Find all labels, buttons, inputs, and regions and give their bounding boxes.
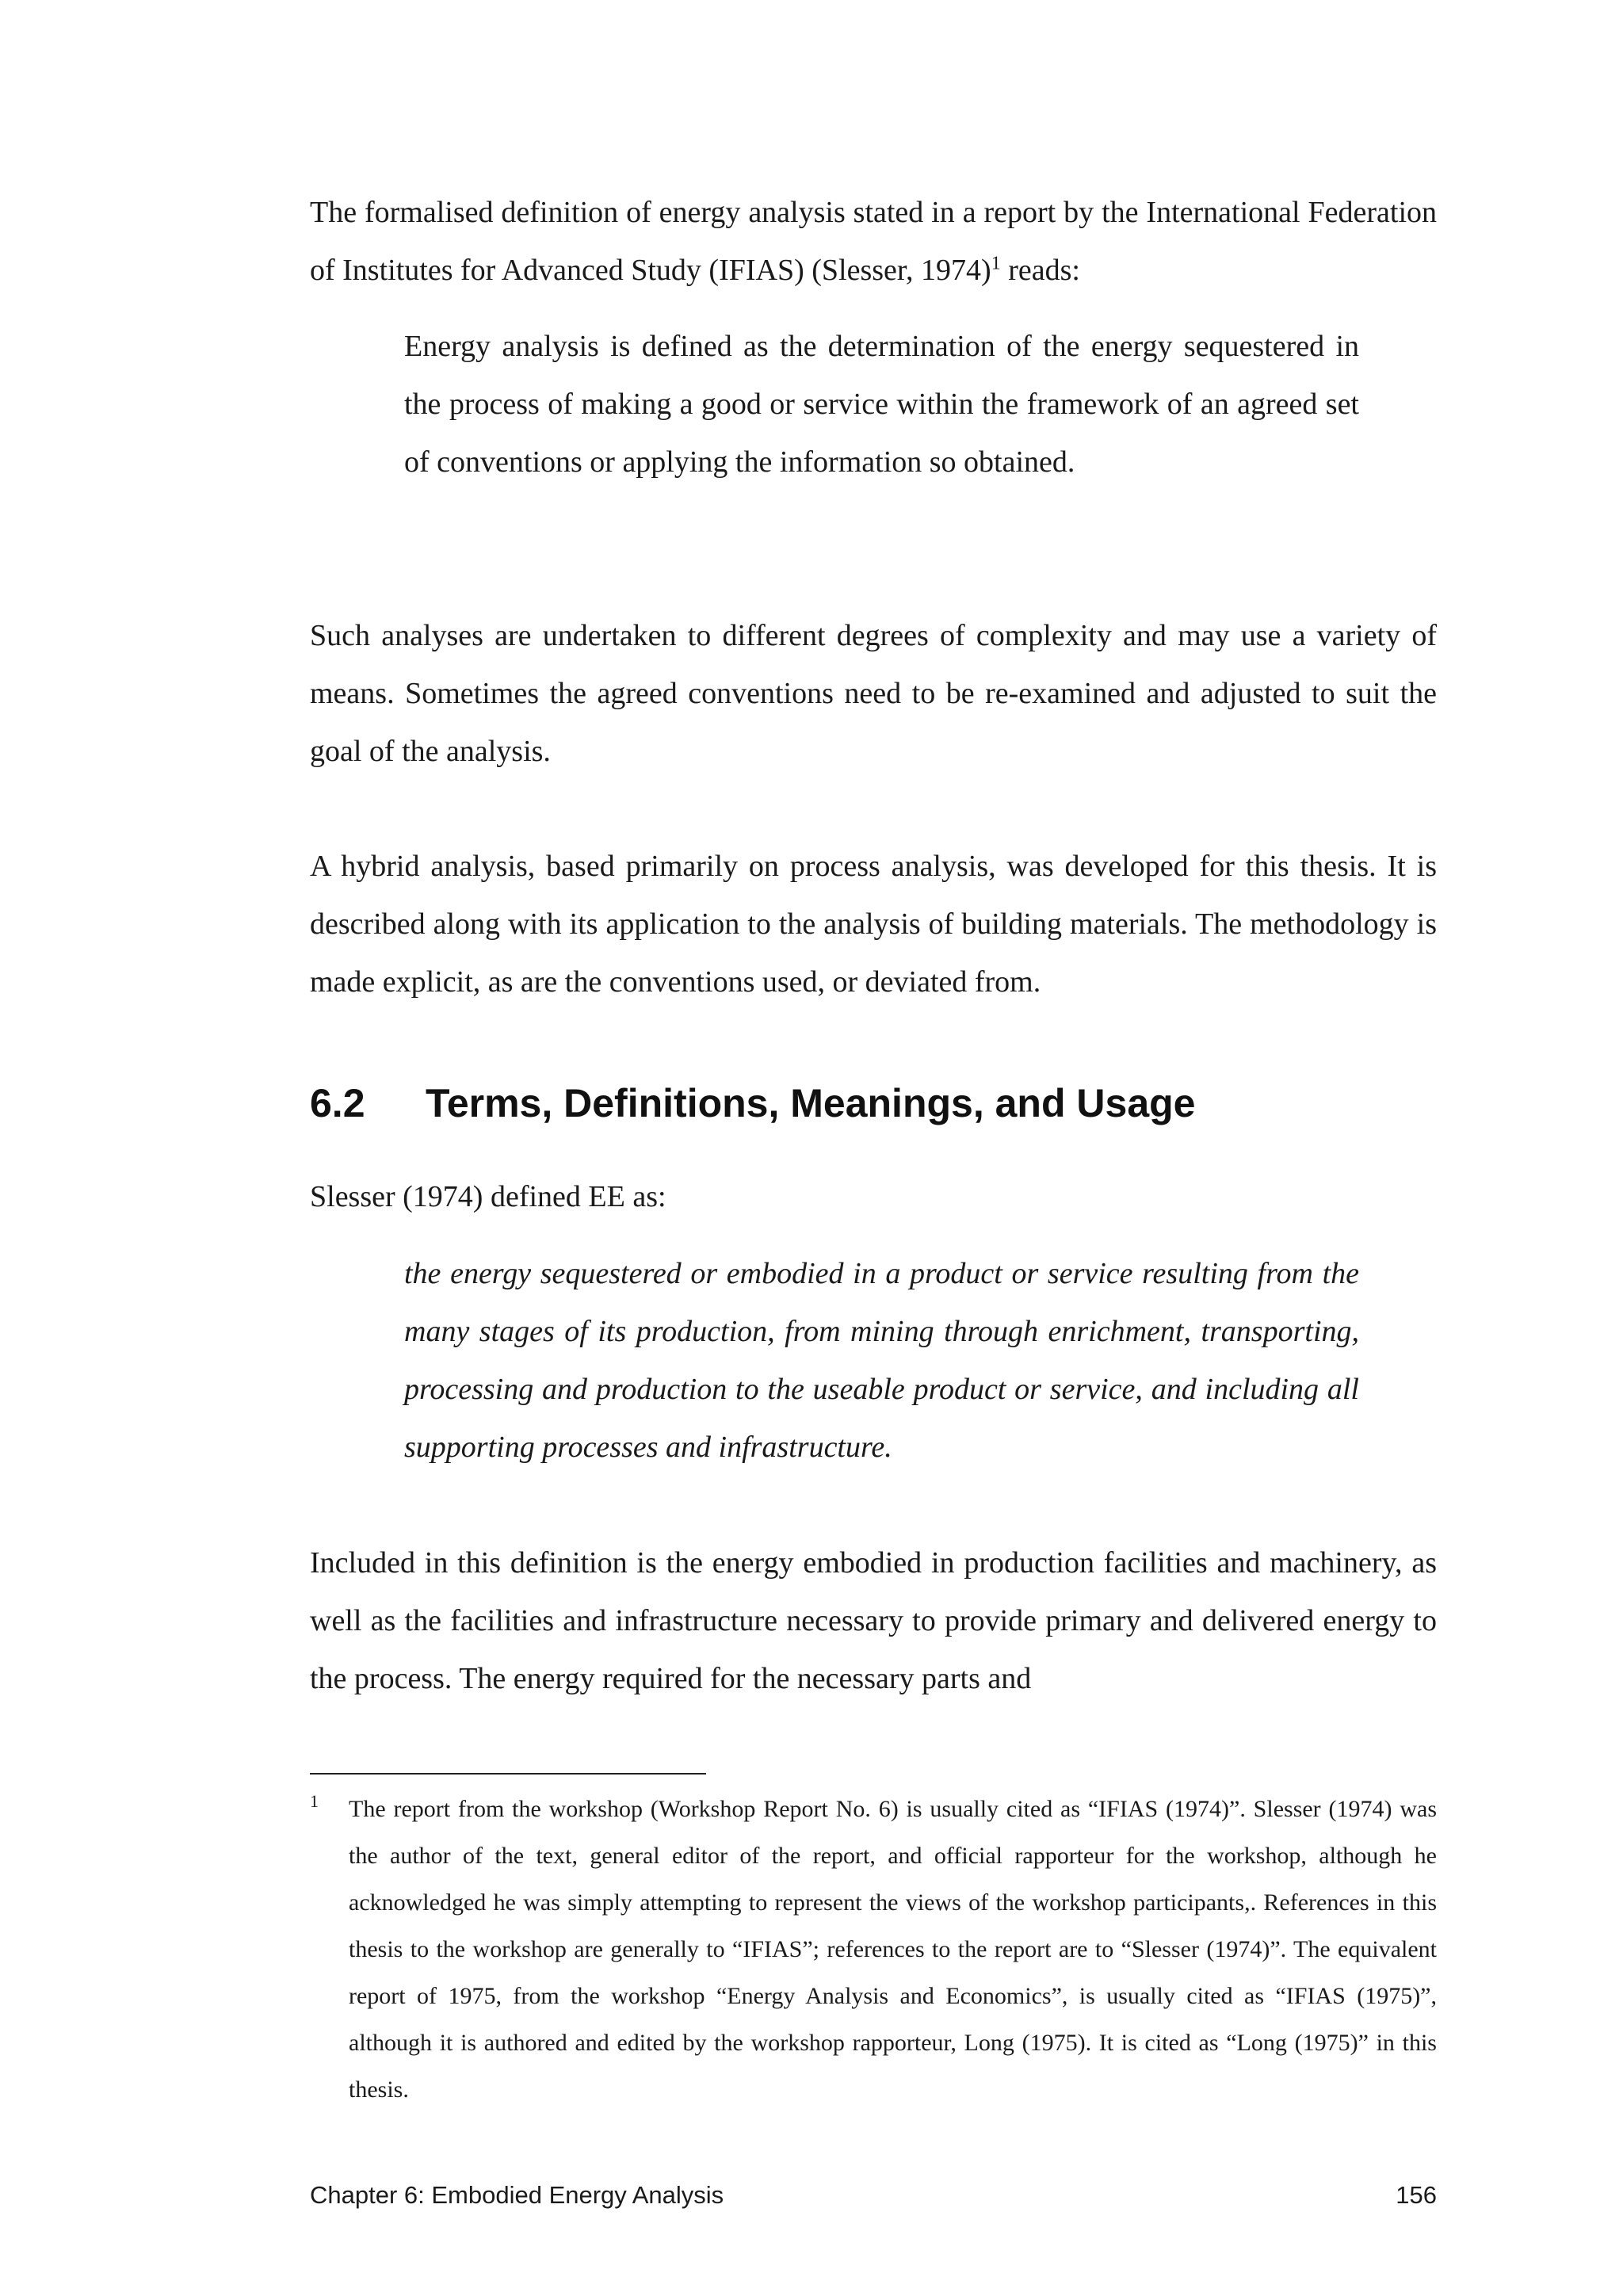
block-quote-ee-definition: the energy sequestered or embodied in a product or service resulting from the many stages of its production, from mining through enrichment, transporting, processing and production to the useable product or service, and including all supporting processes and infrastructure. (404, 1257, 1359, 1464)
footer-chapter-title: Chapter 6: Embodied Energy Analysis (310, 2181, 724, 2209)
block-quote-energy-analysis: Energy analysis is defined as the determination of the energy sequestered in the process of making a good or service within the framework of an agreed set of conventions or applying the information so obtained. (404, 330, 1359, 479)
footnote-text: The report from the workshop (Workshop Report No. 6) is usually cited as “IFIAS (1974)”. Slesser (1974) was the author of the text, general editor of the report, and official rapporteur for the workshop, although he acknowledged he was simply attempting to represent the views of the workshop participants,. References in this thesis to the workshop are generally to “IFIAS”; references to the report are to “Slesser (1974)”. The equivalent report of 1975, from the workshop “Energy Analysis and Economics”, is usually cited as “IFIAS (1975)”, although it is authored and edited by the workshop rapporteur, Long (1975). It is cited as “Long (1975)” in this thesis. (349, 1796, 1437, 2103)
footnote-separator (310, 1773, 706, 1775)
footnote (310, 1786, 1437, 2113)
page-number: 156 (1396, 2181, 1437, 2209)
paragraph-analyses-complexity: Such analyses are undertaken to different degrees of complexity and may use a variety of means. Sometimes the agreed conventions need to be re-examined and adjusted to suit the goal of the analysis. (310, 619, 1437, 768)
paragraph-text: The formalised definition of energy analysis stated in a report by the International Federation of Institutes for Advanced Study (IFIAS) (Slesser, 1974) (310, 196, 1437, 287)
paragraph-slesser-defined: Slesser (1974) defined EE as: (310, 1180, 666, 1213)
paragraph-included-definition: Included in this definition is the energy embodied in production facilities and machinery, as well as the facilities and infrastructure necessary to provide primary and delivered energy to the process. The energy required for the necessary parts and (310, 1546, 1437, 1695)
section-heading (310, 1072, 1195, 1135)
paragraph-tail: reads: (1000, 254, 1080, 287)
section-title: Terms, Definitions, Meanings, and Usage (426, 1081, 1196, 1125)
section-number: 6.2 (310, 1081, 365, 1125)
footnote-reference[interactable]: 1 (991, 253, 1001, 274)
paragraph-ifias-definition (310, 184, 1437, 300)
footnote-mark: 1 (310, 1791, 319, 1811)
paragraph-hybrid-analysis: A hybrid analysis, based primarily on process analysis, was developed for this thesis. It is described along with its application to the analysis of building materials. The methodology is made explicit, as are the conventions used, or deviated from. (310, 850, 1437, 999)
